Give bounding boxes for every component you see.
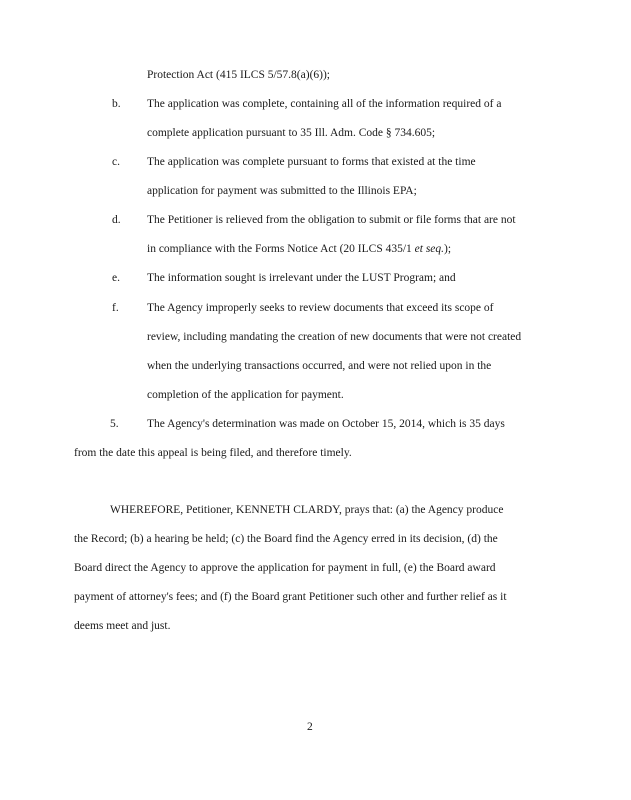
paragraph-5-label: 5. <box>110 418 119 430</box>
wherefore-line-3: Board direct the Agency to approve the application for payment in full, (e) the Board award <box>74 562 496 574</box>
item-f-line-3: when the underlying transactions occurred, and were not relied upon in the <box>147 360 492 372</box>
item-d-line-2 <box>147 242 451 256</box>
item-b-label: b. <box>112 98 121 110</box>
wherefore-line-1: WHEREFORE, Petitioner, KENNETH CLARDY, prays that: (a) the Agency produce <box>110 504 504 516</box>
item-f-label: f. <box>112 302 119 314</box>
item-d-line-1: The Petitioner is relieved from the obligation to submit or file forms that are not <box>147 214 516 226</box>
item-c-line-1: The application was complete pursuant to forms that existed at the time <box>147 156 476 168</box>
item-b-line-2: complete application pursuant to 35 Ill. Adm. Code § 734.605; <box>147 127 436 139</box>
et-seq-italic: et seq. <box>414 243 445 255</box>
page-number: 2 <box>307 721 313 733</box>
paragraph-5-line-1: The Agency's determination was made on October 15, 2014, which is 35 days <box>147 418 505 430</box>
item-d-label: d. <box>112 214 121 226</box>
item-b-line-1: The application was complete, containing all of the information required of a <box>147 98 502 110</box>
item-e-line-1: The information sought is irrelevant under the LUST Program; and <box>147 272 456 284</box>
item-f-line-4: completion of the application for payment. <box>147 389 344 401</box>
item-f-line-1: The Agency improperly seeks to review documents that exceed its scope of <box>147 302 494 314</box>
wherefore-line-4: payment of attorney's fees; and (f) the Board grant Petitioner such other and further relief as it <box>74 591 507 603</box>
item-d-line-2-text: in compliance with the Forms Notice Act (20 ILCS 435/1 <box>147 243 415 255</box>
wherefore-line-2: the Record; (b) a hearing be held; (c) the Board find the Agency erred in its decision, (d) the <box>74 533 498 545</box>
paragraph-5-line-2: from the date this appeal is being filed, and therefore timely. <box>74 447 352 459</box>
item-c-line-2: application for payment was submitted to the Illinois EPA; <box>147 185 417 197</box>
continuation-line: Protection Act (415 ILCS 5/57.8(a)(6)); <box>147 69 331 81</box>
wherefore-line-5: deems meet and just. <box>74 620 171 632</box>
item-e-label: e. <box>112 272 120 284</box>
item-c-label: c. <box>112 156 120 168</box>
item-f-line-2: review, including mandating the creation of new documents that were not created <box>147 331 522 343</box>
item-d-line-2-close: ); <box>444 243 452 255</box>
